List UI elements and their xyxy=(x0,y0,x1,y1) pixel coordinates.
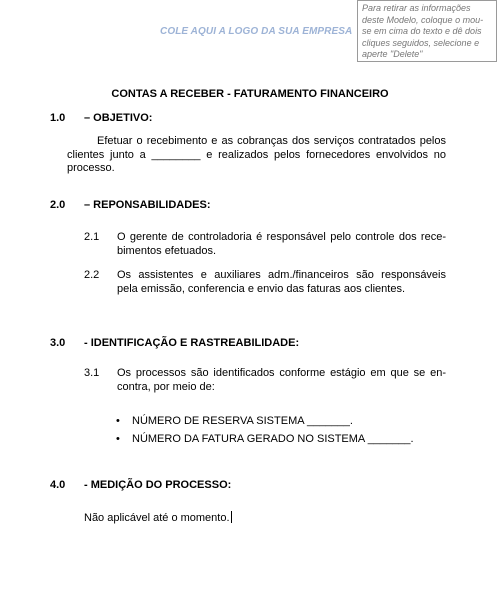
note-line: cliques seguidos, selecione e xyxy=(362,37,480,48)
body-text: Não aplicável até o momento. xyxy=(84,512,230,524)
body-line: O gerente de controladoria é responsável pelo controle dos rece- xyxy=(117,231,446,243)
section-4-body[interactable] xyxy=(84,511,232,526)
body-line: clientes junto a ________ e realizados pelos fornecedores envolvidos no xyxy=(67,148,446,161)
section-4-title: - MEDIÇÃO DO PROCESSO: xyxy=(84,479,232,491)
section-2-number: 2.0 xyxy=(50,199,66,211)
body-line: Efetuar o recebimento e as cobranças dos serviços contratados pelos xyxy=(97,135,446,147)
body-line: Os assistentes e auxiliares adm./financeiros são responsáveis xyxy=(117,269,446,281)
item-2-2-text xyxy=(117,269,446,296)
bullet-icon: • xyxy=(116,433,120,445)
template-instructions-note[interactable] xyxy=(357,0,497,62)
list-item xyxy=(116,412,414,430)
body-line: pela emissão, conferencia e envio das faturas aos clientes. xyxy=(117,282,405,295)
bullet-icon: • xyxy=(116,415,120,427)
section-1-title: – OBJETIVO: xyxy=(84,112,153,124)
body-line: processo. xyxy=(67,162,115,174)
section-1-number: 1.0 xyxy=(50,112,66,124)
body-line: contra, por meio de: xyxy=(117,380,215,393)
section-2-title: – REPONSABILIDADES: xyxy=(84,199,211,211)
list-item-text: NÚMERO DA FATURA GERADO NO SISTEMA _______. xyxy=(132,433,414,445)
note-line: Para retirar as informações xyxy=(362,3,471,13)
section-4-number: 4.0 xyxy=(50,479,66,491)
body-line: bimentos efetuados. xyxy=(117,244,217,257)
body-line: Os processos são identificados conforme estágio em que se en- xyxy=(117,367,446,379)
list-item xyxy=(116,430,414,448)
section-3-title: - IDENTIFICAÇÃO E RASTREABILIDADE: xyxy=(84,337,300,349)
note-line: deste Modelo, coloque o mou- xyxy=(362,14,484,25)
identification-bullet-list xyxy=(116,412,414,448)
document-title: CONTAS A RECEBER - FATURAMENTO FINANCEIRO xyxy=(111,88,389,100)
note-line: aperte "Delete" xyxy=(362,49,423,59)
item-3-1-number: 3.1 xyxy=(84,367,100,379)
list-item-text: NÚMERO DE RESERVA SISTEMA _______. xyxy=(132,415,353,427)
item-2-1-number: 2.1 xyxy=(84,231,100,243)
note-line: se em cima do texto e dê dois xyxy=(362,26,482,36)
item-3-1-text xyxy=(117,367,446,394)
company-logo-placeholder[interactable]: COLE AQUI A LOGO DA SUA EMPRESA xyxy=(160,26,353,37)
text-cursor xyxy=(231,511,232,523)
section-3-number: 3.0 xyxy=(50,337,66,349)
item-2-1-text xyxy=(117,231,446,258)
item-2-2-number: 2.2 xyxy=(84,269,100,281)
section-1-body xyxy=(67,135,446,176)
